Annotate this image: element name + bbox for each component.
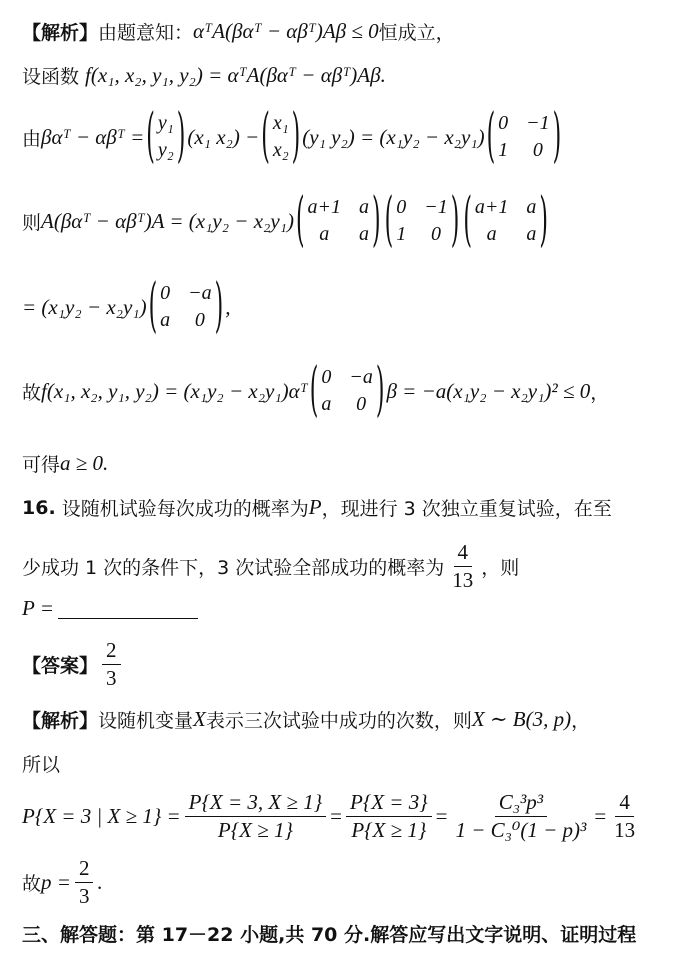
column-vector: ( x₁ x₂ )	[261, 103, 301, 171]
text: 设随机试验每次成功的概率为	[61, 498, 309, 520]
section-heading	[22, 920, 682, 947]
text: 设函数	[22, 66, 80, 88]
text: ，现进行 3 次独立重复试验，在至	[321, 498, 612, 520]
function-definition-line	[22, 62, 682, 89]
text: 则	[22, 211, 42, 234]
formula: P	[308, 495, 322, 519]
formula: X	[193, 707, 206, 731]
heading-text: 三、解答题：第 17－22 小题,共 70 分.解答应写出文字说明、证明过程	[22, 924, 637, 946]
fraction: $\frac{4}{13}$	[614, 790, 636, 842]
analysis-line-1	[22, 18, 682, 45]
matrix: ( 0 −1 1 0 )	[384, 187, 460, 255]
text: 恒成立，	[378, 22, 455, 44]
formula: β = −a(x₁y₂ − x₂y₁)² ≤ 0	[386, 378, 591, 403]
equals-sign: =	[594, 804, 607, 828]
answer-fraction: $\frac{2}{3}$	[102, 638, 121, 691]
text: 可得	[22, 454, 61, 476]
matrix: ( 0 −1 1 0 )	[486, 103, 562, 171]
fraction: $\frac{2}{3}$	[75, 856, 94, 909]
formula: X ∼ B(3, p)	[471, 707, 572, 731]
text: 所以	[22, 754, 61, 776]
question-16-line-1	[22, 494, 682, 521]
probability-equation	[22, 790, 682, 843]
text: 设随机变量	[98, 710, 194, 732]
formula: .	[97, 870, 103, 894]
formula: βαᵀ − αβᵀ =	[41, 124, 145, 149]
formula: a ≥ 0.	[60, 451, 109, 475]
column-vector: ( y₁ y₂ )	[146, 103, 186, 171]
formula: p =	[41, 870, 71, 894]
fraction: $\frac{P\{X = 3, X \ge 1\}}{P\{X \ge 1\}}$	[185, 790, 326, 843]
formula: αᵀA(βαᵀ − αβᵀ)Aβ ≤ 0	[193, 19, 379, 43]
fraction: $\frac{4}{13}$	[452, 540, 474, 592]
equals-sign: =	[330, 804, 342, 828]
text: 故	[22, 381, 42, 404]
conclusion-line-1	[22, 450, 682, 477]
text: 故	[22, 873, 42, 895]
fraction: $\frac{P\{X = 3\}}{P\{X \ge 1\}}$	[346, 790, 432, 843]
question-16-line-2	[22, 540, 682, 593]
function-result-line	[22, 357, 682, 425]
matrix: ( a+1 a a a )	[463, 187, 549, 255]
formula: = (x₁y₂ − x₂y₁)	[22, 294, 147, 319]
matrix-derivation-line	[22, 103, 682, 171]
formula: f(x₁, x₂, y₁, y₂) = (x₁y₂ − x₂y₁)αᵀ	[41, 378, 308, 403]
matrix: ( 0 −a a 0 )	[309, 357, 385, 425]
formula: f(x₁, x₂, y₁, y₂) = αᵀA(βαᵀ − αβᵀ)Aβ.	[85, 63, 386, 87]
answer-blank	[58, 598, 198, 619]
matrix: ( a+1 a a a )	[295, 187, 381, 255]
matrix-product-line	[22, 187, 682, 255]
formula: (x₁ x₂) −	[187, 124, 260, 149]
fraction: $\frac{\text{C₃³p³}}{\text{1 − C₃⁰(1 − p)³}}$	[455, 790, 587, 842]
answer-blank-line	[22, 596, 682, 621]
question-number: 16.	[22, 496, 56, 519]
so-line	[22, 750, 682, 777]
conclusion-line-2	[22, 856, 682, 909]
formula: ,	[225, 294, 231, 319]
answer-label: 【答案】	[22, 655, 99, 677]
analysis-line-2	[22, 706, 682, 733]
analysis-label: 【解析】	[22, 22, 99, 44]
formula: P =	[22, 596, 54, 620]
text: ，	[590, 381, 610, 404]
formula: P{X = 3 | X ≥ 1} =	[22, 804, 181, 828]
matrix: ( 0 −a a 0 )	[148, 273, 224, 341]
equals-sign: =	[435, 804, 448, 828]
matrix-result-line	[22, 273, 682, 341]
formula: (y₁ y₂) = (x₁y₂ − x₂y₁)	[302, 124, 485, 149]
text: 由	[22, 127, 42, 150]
formula: A(βαᵀ − αβᵀ)A = (x₁y₂ − x₂y₁)	[41, 208, 294, 233]
text: ，	[571, 710, 591, 732]
answer-line	[22, 638, 682, 691]
text: 由题意知：	[98, 22, 194, 44]
text: ，则	[481, 557, 520, 579]
text: 表示三次试验中成功的次数，则	[205, 710, 472, 732]
text: 少成功 1 次的条件下，3 次试验全部成功的概率为	[22, 557, 445, 579]
analysis-label: 【解析】	[22, 710, 99, 732]
